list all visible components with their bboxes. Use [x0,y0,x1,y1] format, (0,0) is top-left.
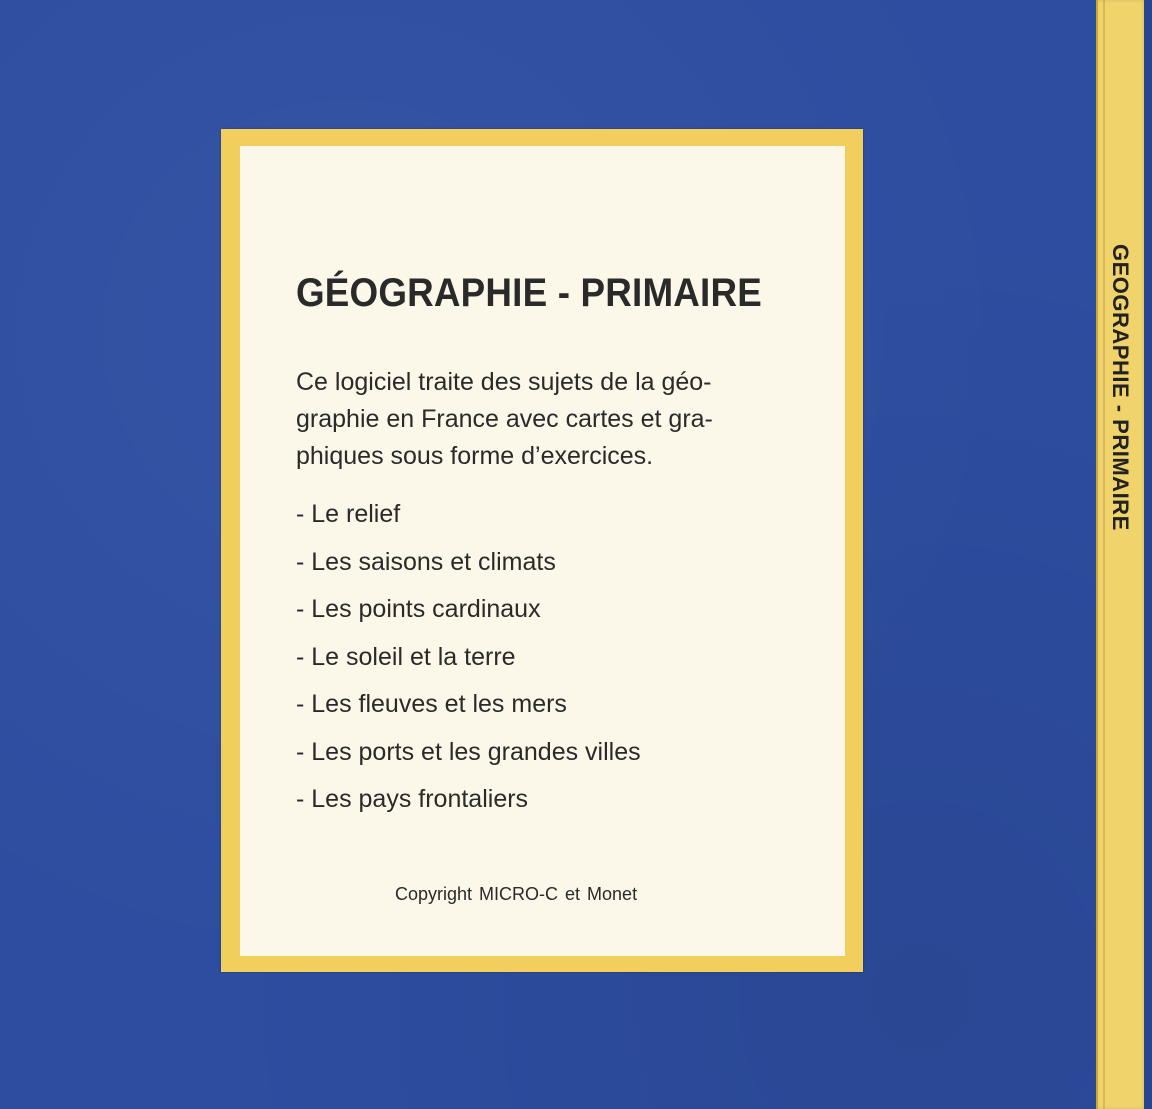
spine-edge [1144,0,1152,1109]
topic-list [296,495,641,828]
topic-item: - Le soleil et la terre [296,642,516,671]
topic-item: - Le relief [296,500,401,528]
intro-line: phiques sous forme d’exercices. [296,442,654,470]
copyright-notice: Copyright MICRO-C et Monet [395,884,638,904]
intro-line: graphie en France avec cartes et gra- [296,405,713,433]
intro-paragraph [296,364,796,475]
intro-line: Ce logiciel traite des sujets de la géo- [296,368,712,396]
topic-item: - Les points cardinaux [296,595,541,623]
topic-item: - Les saisons et climats [296,547,556,576]
topic-item: - Les fleuves et les mers [296,690,567,718]
topic-item: - Les pays frontaliers [296,785,529,813]
topic-item: - Les ports et les grandes villes [296,737,641,766]
spine-title: GEOGRAPHIE - PRIMAIRE [1108,244,1133,531]
card-title: GÉOGRAPHIE - PRIMAIRE [296,271,762,315]
